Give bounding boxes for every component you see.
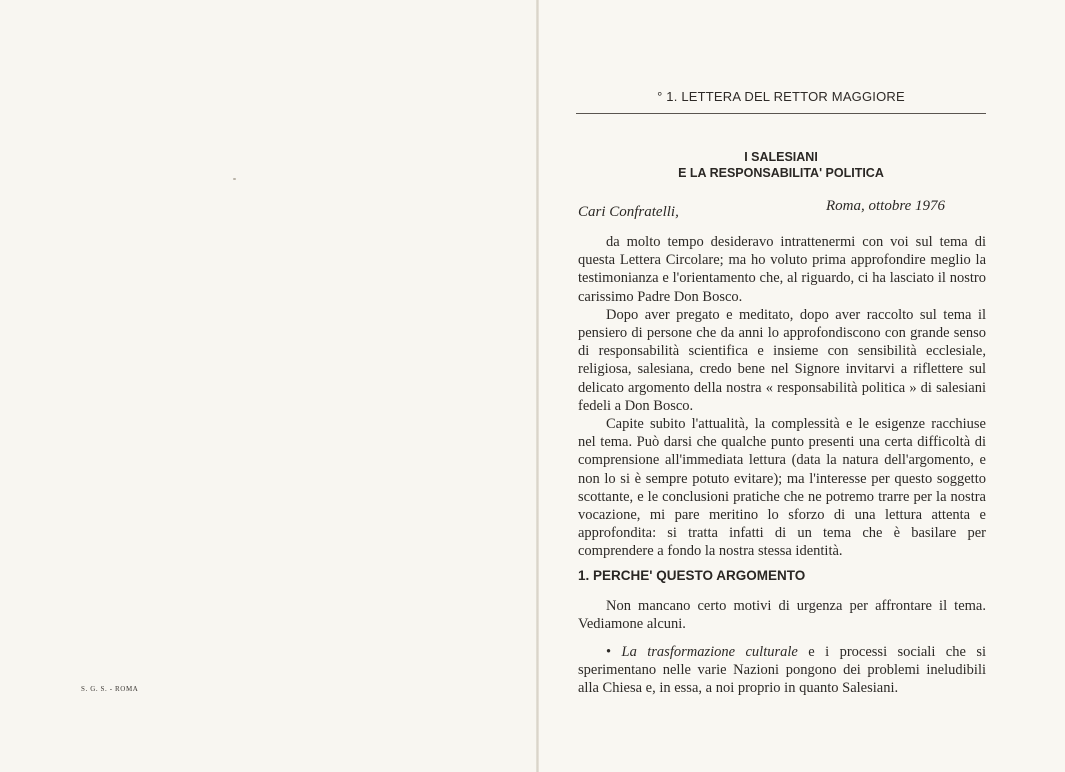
bullet-text: e i processi sociali che si sperimentano nelle varie Nazioni pongono dei problemi ineludibili alla Chiesa e, in essa, a noi proprio in quanto Salesiani. [578, 644, 987, 697]
paragraph-3: Capite subito l'attualità, la complessità e le esigenze racchiuse nel tema. Può darsi che qualche punto presenti una certa difficoltà di comprensione all'immediata lettura (data la natura dell'argomento, e non lo si è sempre potuto evitare); ma l'interesse per questo soggetto scottante, e le conclusioni pratiche che ne potremo trarre per la nostra vocazione, mi pare meritino lo sforzo di una lettura attenta e approfondita: si tratta infatti di un tema che è basilare per comprendere a fondo la nostra stessa identità. [578, 416, 986, 560]
header-rule [576, 113, 986, 114]
paragraph-1: da molto tempo desideravo intrattenermi con voi sul tema di questa Lettera Circolare; ma ho voluto prima approfondire meglio la testimonianza e l'orientamento che, al riguardo, ci ha lasciato il nostro carissimo Padre Don Bosco. [578, 234, 986, 305]
paper-speck [233, 178, 236, 180]
section-paragraph: Non mancano certo motivi di urgenza per affrontare il tema. Vediamone alcuni. [578, 598, 986, 633]
paragraph-2: Dopo aver pregato e meditato, dopo aver raccolto sul tema il pensiero di persone che da anni lo approfondiscono con grande senso di responsabilità scientifica e insieme con sensibilità ecclesiale, religiosa, salesiana, credo bene nel Signore invitarvi a riflettere sul delicato argomento della nostra « responsabilità politica » di salesiani fedeli a Don Bosco. [578, 306, 986, 414]
bullet-italic-phrase: La trasformazione culturale [621, 644, 798, 660]
letter-body [578, 233, 986, 561]
bullet-marker: • [606, 644, 612, 660]
printer-footer: S. G. S. - ROMA [81, 685, 139, 693]
running-head: ° 1. LETTERA DEL RETTOR MAGGIORE [657, 89, 905, 104]
section-heading: 1. PERCHE' QUESTO ARGOMENTO [578, 568, 806, 583]
salutation: Cari Confratelli, [578, 204, 679, 220]
title-line-1: I SALESIANI [744, 150, 818, 164]
section-body [578, 597, 986, 633]
title-line-2: E LA RESPONSABILITA' POLITICA [678, 166, 884, 180]
bullet-paragraph [578, 643, 986, 698]
dateline: Roma, ottobre 1976 [826, 198, 946, 214]
